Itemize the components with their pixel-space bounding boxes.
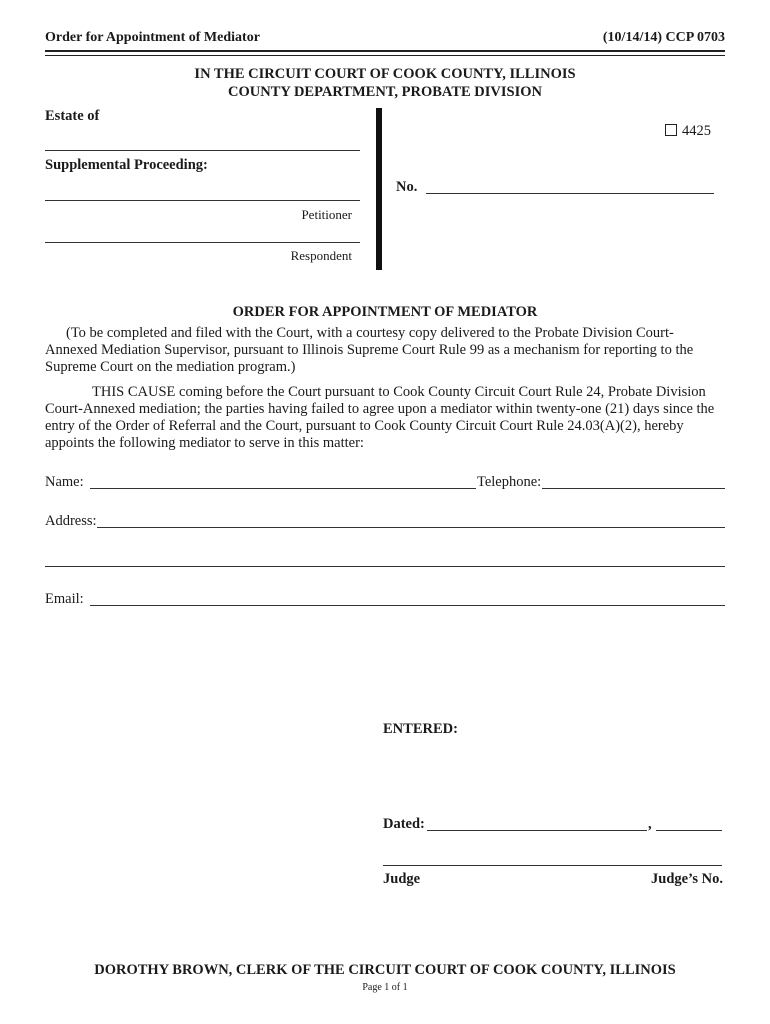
petitioner-line[interactable]: [45, 200, 360, 201]
address-field-2[interactable]: [45, 566, 725, 567]
instructions-line-1: (To be completed and filed with the Court, with a courtesy copy delivered to the Probate Division Court-: [66, 325, 674, 341]
body-line-2: Court-Annexed mediation; the parties having failed to agree upon a mediator within twenty-one (21) days since the: [45, 401, 715, 417]
address-label: Address:: [45, 513, 97, 529]
entered-label: ENTERED:: [383, 721, 458, 737]
estate-name-line[interactable]: [45, 150, 360, 151]
respondent-label: Respondent: [290, 248, 352, 263]
supplemental-label: Supplemental Proceeding:: [45, 157, 208, 173]
dated-year-field[interactable]: [656, 830, 722, 831]
court-division: COUNTY DEPARTMENT, PROBATE DIVISION: [228, 84, 542, 100]
court-name: IN THE CIRCUIT COURT OF COOK COUNTY, ILLINOIS: [194, 66, 576, 82]
checkbox-code: 4425: [682, 123, 711, 139]
email-field[interactable]: [90, 605, 725, 606]
instructions-line-3: Supreme Court on the mediation program.): [45, 359, 296, 375]
checkbox-icon[interactable]: [665, 124, 677, 136]
form-title: Order for Appointment of Mediator: [45, 30, 260, 45]
order-title: ORDER FOR APPOINTMENT OF MEDIATOR: [232, 304, 538, 320]
body-line-1: THIS CAUSE coming before the Court pursuant to Cook County Circuit Court Rule 24, Probate Division: [92, 384, 706, 400]
header-rule-thick: [45, 50, 725, 52]
instructions-line-2: Annexed Mediation Supervisor, pursuant to Illinois Supreme Court Rule 99 as a mechanism for reporting to the: [45, 342, 694, 358]
address-field-1[interactable]: [97, 527, 725, 528]
body-line-3: entry of the Order of Referral and the Court, pursuant to Cook County Circuit Court Rule 24.03(A)(2), hereby: [45, 418, 684, 434]
dated-label: Dated:: [383, 816, 425, 832]
judge-no-label: Judge’s No.: [651, 871, 723, 887]
dated-field[interactable]: [427, 830, 647, 831]
body-line-4: appoints the following mediator to serve in this matter:: [45, 435, 364, 451]
case-no-line[interactable]: [426, 193, 714, 194]
respondent-line[interactable]: [45, 242, 360, 243]
caption-divider: [376, 108, 382, 270]
name-label: Name:: [45, 474, 84, 490]
page-number: Page 1 of 1: [362, 982, 408, 993]
email-label: Email:: [45, 591, 84, 607]
form-code: (10/14/14) CCP 0703: [602, 30, 725, 45]
case-no-label: No.: [396, 179, 418, 195]
petitioner-label: Petitioner: [301, 207, 352, 222]
judge-label: Judge: [383, 871, 421, 887]
header-rule-thin: [45, 55, 725, 56]
judge-signature-line[interactable]: [383, 865, 722, 866]
clerk-footer: DOROTHY BROWN, CLERK OF THE CIRCUIT COURT OF COOK COUNTY, ILLINOIS: [94, 962, 676, 978]
name-field[interactable]: [90, 488, 476, 489]
estate-label: Estate of: [45, 108, 100, 124]
dated-comma: ,: [648, 816, 652, 832]
checkbox-4425[interactable]: [665, 123, 711, 140]
telephone-label: Telephone:: [477, 474, 542, 490]
telephone-field[interactable]: [542, 488, 725, 489]
